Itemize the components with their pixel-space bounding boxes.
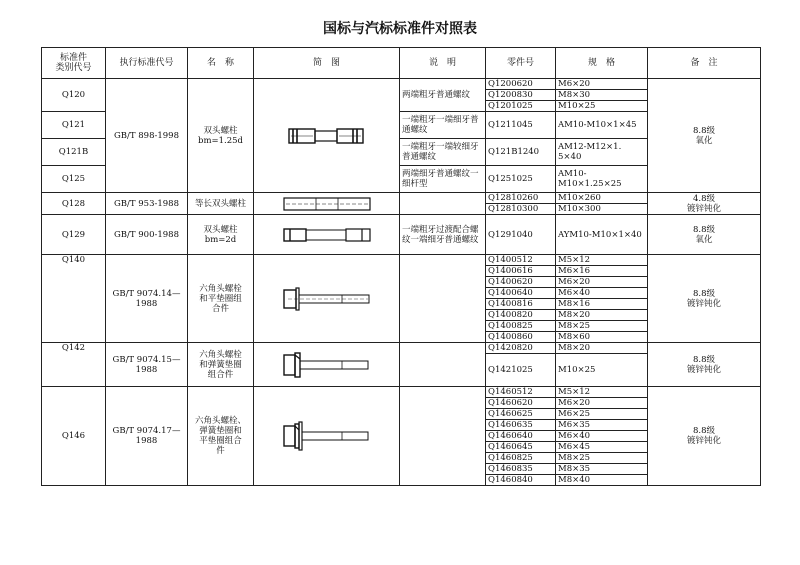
- code-cell: Q121B: [42, 139, 106, 166]
- spec-cell: M6×16: [556, 266, 648, 277]
- hex-bolt-spring-flat-washer-drawing: [282, 420, 372, 452]
- standard-cell: GB/T 900-1988: [106, 215, 188, 255]
- spec-cell: AM12-M12×1. 5×40: [556, 139, 648, 166]
- part-cell: Q12810260: [486, 193, 556, 204]
- code-cell: Q120: [42, 79, 106, 112]
- note-cell: 4.8级 镀锌钝化: [648, 193, 761, 215]
- part-cell: Q1200830: [486, 90, 556, 101]
- hex-bolt-spring-washer-drawing: [282, 350, 372, 380]
- bolt-spring-flat-washer-drawing-cell: [254, 387, 400, 486]
- table-row: [42, 79, 761, 90]
- name-cell: 六角头螺栓、 弹簧垫圈和 平垫圈组合 件: [188, 387, 254, 486]
- part-cell: Q1400860: [486, 332, 556, 343]
- part-cell: Q1460512: [486, 387, 556, 398]
- header-code: 标准件 类别代号: [42, 48, 106, 79]
- part-cell: Q1400825: [486, 321, 556, 332]
- bolt-spring-washer-drawing-cell: [254, 343, 400, 387]
- part-cell: Q1460625: [486, 409, 556, 420]
- desc-cell: [400, 255, 486, 343]
- spec-cell: M10×25: [556, 354, 648, 387]
- spec-cell: AM10-M10×1.25×25: [556, 166, 648, 193]
- spec-cell: M8×30: [556, 90, 648, 101]
- part-cell: Q1460835: [486, 464, 556, 475]
- spec-cell: M8×20: [556, 310, 648, 321]
- header-part: 零件号: [486, 48, 556, 79]
- part-cell: Q1400640: [486, 288, 556, 299]
- desc-cell: 两端粗牙普通螺纹: [400, 79, 486, 112]
- spec-cell: M8×16: [556, 299, 648, 310]
- part-cell: Q1251025: [486, 166, 556, 193]
- part-cell: Q121B1240: [486, 139, 556, 166]
- spec-cell: M6×20: [556, 398, 648, 409]
- header-row: [42, 48, 761, 79]
- spec-cell: M6×20: [556, 277, 648, 288]
- part-cell: Q1400820: [486, 310, 556, 321]
- double-end-stud-2d-drawing: [282, 224, 372, 246]
- part-cell: Q1201025: [486, 101, 556, 112]
- stud-drawing-cell: [254, 79, 400, 193]
- bolt-flat-washer-drawing-cell: [254, 255, 400, 343]
- part-cell: Q1460825: [486, 453, 556, 464]
- table-row: [42, 387, 761, 398]
- standard-cell: GB/T 9074.17— 1988: [106, 387, 188, 486]
- spec-cell: M8×60: [556, 332, 648, 343]
- part-cell: Q1211045: [486, 112, 556, 139]
- header-standard: 执行标准代号: [106, 48, 188, 79]
- desc-cell: [400, 387, 486, 486]
- spec-cell: AM10-M10×1×45: [556, 112, 648, 139]
- spec-cell: M8×20: [556, 343, 648, 354]
- header-desc: 说 明: [400, 48, 486, 79]
- code-cell: Q140: [42, 255, 106, 343]
- code-cell: Q125: [42, 166, 106, 193]
- desc-cell: 两端细牙普通螺纹一细杆型: [400, 166, 486, 193]
- spec-cell: M6×25: [556, 409, 648, 420]
- spec-cell: M5×12: [556, 387, 648, 398]
- spec-cell: M8×25: [556, 453, 648, 464]
- spec-cell: M10×25: [556, 101, 648, 112]
- standard-cell: GB/T 953-1988: [106, 193, 188, 215]
- spec-cell: M10×260: [556, 193, 648, 204]
- header-note: 备 注: [648, 48, 761, 79]
- spec-cell: M6×45: [556, 442, 648, 453]
- part-cell: Q1400816: [486, 299, 556, 310]
- note-cell: 8.8级 氧化: [648, 215, 761, 255]
- part-cell: Q1460620: [486, 398, 556, 409]
- part-cell: Q1400512: [486, 255, 556, 266]
- header-name: 名 称: [188, 48, 254, 79]
- part-cell: Q1200620: [486, 79, 556, 90]
- table-row: [42, 215, 761, 255]
- double-end-stud-drawing: [287, 125, 367, 147]
- desc-cell: 一端粗牙一端较细牙普通螺纹: [400, 139, 486, 166]
- part-cell: Q1400616: [486, 266, 556, 277]
- spec-cell: M8×25: [556, 321, 648, 332]
- table-row: [42, 255, 761, 266]
- code-cell: Q128: [42, 193, 106, 215]
- spec-cell: M6×40: [556, 288, 648, 299]
- note-cell: 8.8级 镀锌钝化: [648, 255, 761, 343]
- part-cell: Q1420820: [486, 343, 556, 354]
- code-cell: Q121: [42, 112, 106, 139]
- desc-cell: [400, 343, 486, 387]
- header-spec: 规 格: [556, 48, 648, 79]
- spec-cell: M8×35: [556, 464, 648, 475]
- spec-cell: M10×300: [556, 204, 648, 215]
- standard-cell: GB/T 9074.14— 1988: [106, 255, 188, 343]
- part-cell: Q1421025: [486, 354, 556, 387]
- desc-cell: [400, 193, 486, 215]
- part-cell: Q1460645: [486, 442, 556, 453]
- hex-bolt-flat-washer-drawing: [282, 286, 372, 312]
- code-cell: Q146: [42, 387, 106, 486]
- part-cell: Q12810300: [486, 204, 556, 215]
- standard-cell: GB/T 898-1998: [106, 79, 188, 193]
- part-cell: Q1460635: [486, 420, 556, 431]
- equal-length-stud-drawing: [282, 195, 372, 213]
- code-cell: Q142: [42, 343, 106, 387]
- stud-2d-drawing-cell: [254, 215, 400, 255]
- name-cell: 等长双头螺柱: [188, 193, 254, 215]
- note-cell: 8.8级 氧化: [648, 79, 761, 193]
- spec-cell: M6×35: [556, 420, 648, 431]
- name-cell: 双头螺柱 bm=1.25d: [188, 79, 254, 193]
- standard-parts-table: [41, 47, 761, 486]
- spec-cell: M5×12: [556, 255, 648, 266]
- name-cell: 双头螺柱 bm=2d: [188, 215, 254, 255]
- table-row: [42, 193, 761, 204]
- part-cell: Q1460640: [486, 431, 556, 442]
- part-cell: Q1400620: [486, 277, 556, 288]
- standard-cell: GB/T 9074.15— 1988: [106, 343, 188, 387]
- name-cell: 六角头螺栓 和弹簧垫圈 组合件: [188, 343, 254, 387]
- spec-cell: M8×40: [556, 475, 648, 486]
- code-cell: Q129: [42, 215, 106, 255]
- part-cell: Q1460840: [486, 475, 556, 486]
- header-drawing: 简 图: [254, 48, 400, 79]
- desc-cell: 一端粗牙过渡配合螺纹一端细牙普通螺纹: [400, 215, 486, 255]
- name-cell: 六角头螺栓 和平垫圈组 合件: [188, 255, 254, 343]
- spec-cell: M6×20: [556, 79, 648, 90]
- page-title: 国标与汽标标准件对照表: [323, 21, 477, 37]
- desc-cell: 一端粗牙一端细牙普通螺纹: [400, 112, 486, 139]
- spec-cell: AYM10-M10×1×40: [556, 215, 648, 255]
- spec-cell: M6×40: [556, 431, 648, 442]
- equal-stud-drawing-cell: [254, 193, 400, 215]
- part-cell: Q1291040: [486, 215, 556, 255]
- note-cell: 8.8级 镀锌钝化: [648, 387, 761, 486]
- table-row: [42, 343, 761, 354]
- note-cell: 8.8级 镀锌钝化: [648, 343, 761, 387]
